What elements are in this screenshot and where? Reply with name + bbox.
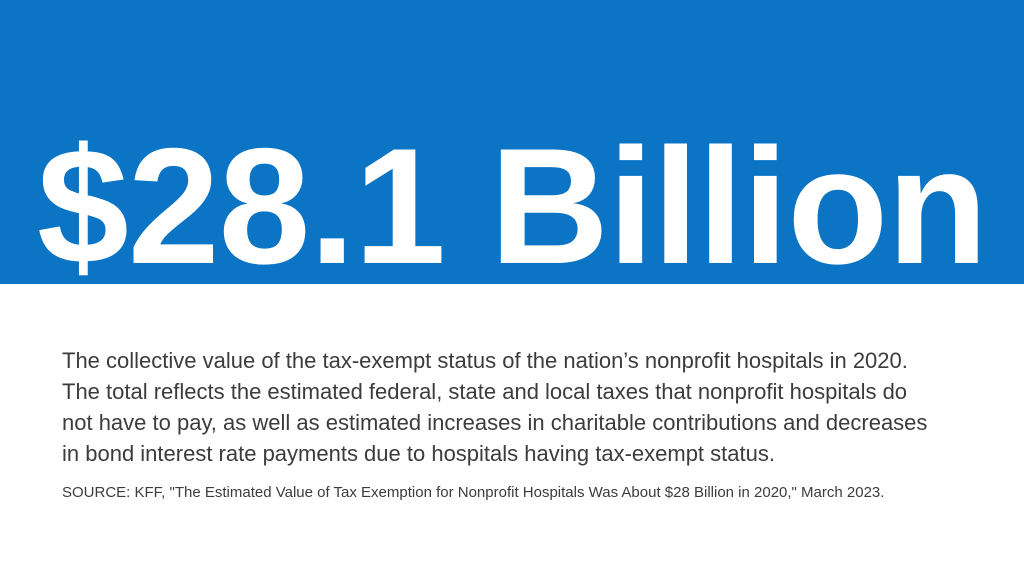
description-line-2: The total reflects the estimated federal, state and local taxes that nonprofit hospitals do xyxy=(62,379,908,404)
source-citation: SOURCE: KFF, "The Estimated Value of Tax Exemption for Nonprofit Hospitals Was About $28 Billion in 2020," March 2023. xyxy=(62,484,885,501)
description-line-3: not have to pay, as well as estimated increases in charitable contributions and decreases xyxy=(62,410,928,435)
description-line-1: The collective value of the tax-exempt status of the nation’s nonprofit hospitals in 2020. xyxy=(62,348,908,373)
stat-banner xyxy=(0,0,1024,284)
content-section xyxy=(0,284,1024,503)
stat-value: $28.1 Billion xyxy=(37,114,987,284)
description-line-4: in bond interest rate payments due to hospitals having tax-exempt status. xyxy=(62,441,775,466)
stat-description xyxy=(62,345,962,469)
